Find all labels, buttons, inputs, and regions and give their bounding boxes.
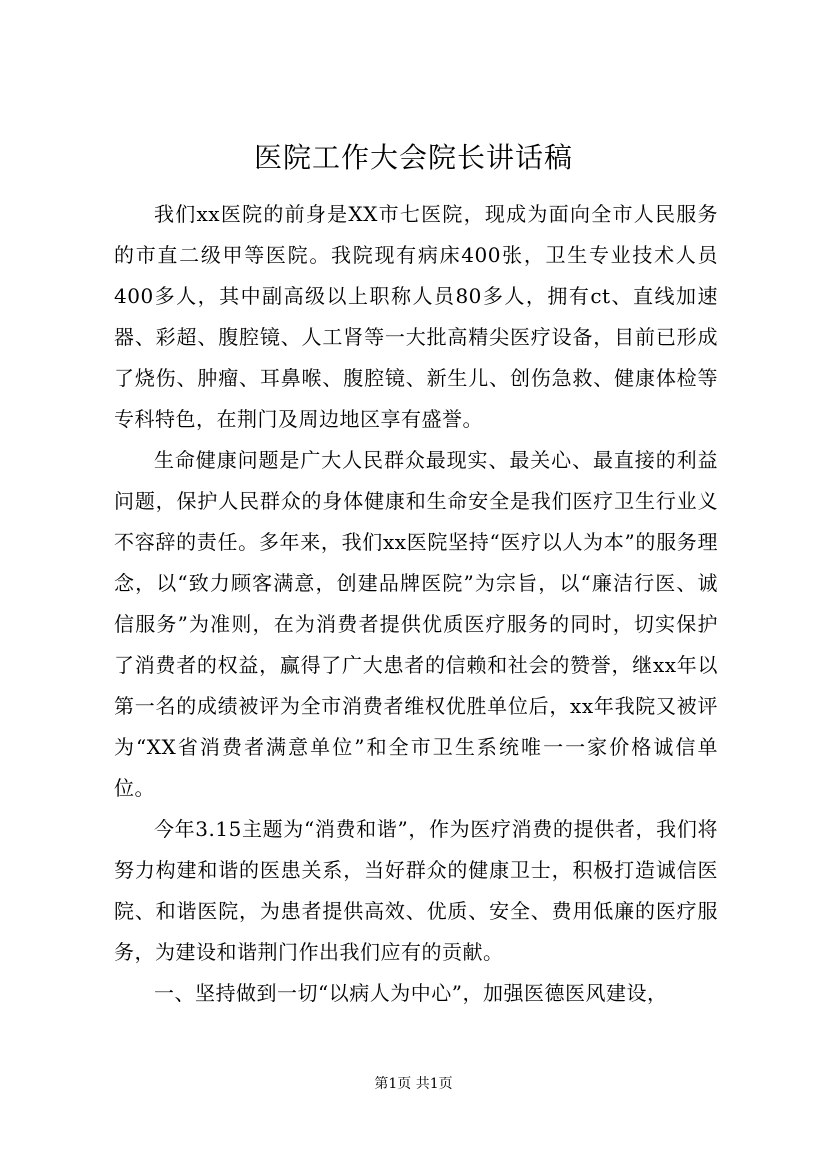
paragraph-1: 我们xx医院的前身是XX市七医院，现成为面向全市人民服务的市直二级甲等医院。我院现有病床400张，卫生专业技术人员400多人，其中副高级以上职称人员80多人，拥有ct、直线加速器、彩超、腹腔镜、人工肾等一大批高精尖医疗设备，目前已形成了烧伤、肿瘤、耳鼻喉、腹腔镜、新生儿、创伤急救、健康体检等专科特色，在荆门及周边地区享有盛誉。	[114, 202, 718, 431]
paragraph-3: 今年3.15主题为“消费和谐”，作为医疗消费的提供者，我们将努力构建和谐的医患关系，当好群众的健康卫士，积极打造诚信医院、和谐医院，为患者提供高效、优质、安全、费用低廉的医疗服务，为建设和谐荆门作出我们应有的贡献。	[114, 817, 718, 964]
paragraph-4: 一、坚持做到一切“以病人为中心”，加强医德医风建设，	[154, 981, 668, 1005]
page-footer: 第1页 共1页	[374, 1076, 453, 1092]
document-title: 医院工作大会院长讲话稿	[253, 141, 573, 174]
paragraph-2: 生命健康问题是广大人民群众最现实、最关心、最直接的利益问题，保护人民群众的身体健康和生命安全是我们医疗卫生行业义不容辞的责任。多年来，我们xx医院坚持“医疗以人为本”的服务理念，以“致力顾客满意，创建品牌医院”为宗旨，以“廉洁行医、诚信服务”为准则，在为消费者提供优质医疗服务的同时，切实保护了消费者的权益，赢得了广大患者的信赖和社会的赞誉，继xx年以第一名的成绩被评为全市消费者维权优胜单位后，xx年我院又被评为“XX省消费者满意单位”和全市卫生系统唯一一家价格诚信单位。	[114, 448, 718, 800]
document-body	[114, 194, 718, 1014]
